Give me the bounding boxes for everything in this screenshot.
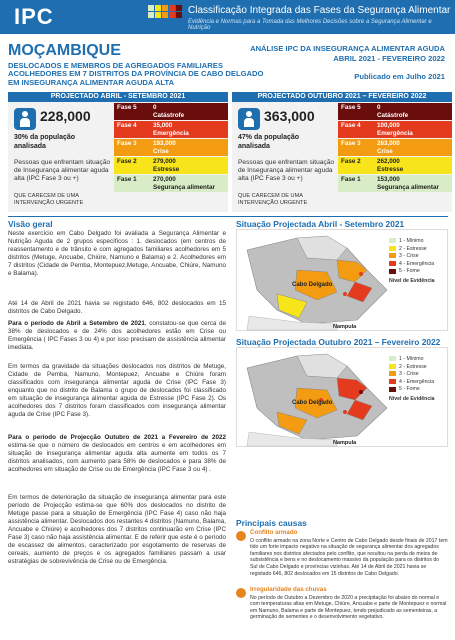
urgent-note: QUE CARECEM DE UMA INTERVENÇÃO URGENTE [14, 193, 84, 206]
overview-paragraph-4: Em termos da gravidade da situações deslocados nos distritos de Metuge, Cidade de Pemba, Namuno, Montepuez, Ancuabe e Chiúre foram classificados com insegurança alimentar aguda de Crise (IPC Fase 3) enquanto que no distrito de Balama o grupo de deslocados foi classificado em situação de insegurança alimentar aguda de Estresse (IPC Fase 2). Os acolhedores dos 7 distritos foram classificados com insegurança alimentar aguda de Crise (IPC Fase 3). [8, 363, 226, 418]
cause-conflict [250, 530, 448, 577]
analysis-title [245, 44, 445, 64]
population-pct-suffix: analisada [14, 143, 46, 150]
map-1-label-province: Cabo Delgado [292, 282, 333, 288]
map-1-label-nampula: Nampula [333, 324, 357, 330]
analysis-name: ANÁLISE IPC DA INSEGURANÇA ALIMENTAR AGUDA [250, 44, 445, 53]
phase-value: 262,000 Estresse [374, 157, 452, 174]
people-icon [14, 108, 36, 130]
ipc-logo: IPC [14, 4, 54, 29]
phase-row [114, 175, 228, 192]
phase-row [338, 157, 452, 174]
legend-item: 2 - Estresse [389, 364, 435, 372]
legend-item: 4 - Emergência [389, 261, 435, 269]
legend-item: 2 - Estresse [389, 246, 435, 254]
section-divider [8, 216, 448, 217]
overview-paragraph-5: Para o período de Projecção Outubro de 2021 a Fevereiro de 2022 estima-se que o número de deslocados em centros e em acolhedores em situação de insegurança alimentar aguda alta aumente em todos os 7 distritos analisados, com aumento para 58% de deslocados e para 38% de acolhedores em situação de Crise ou de Emergência (IPC Fase 3 ou 4) . [8, 434, 226, 473]
phase-row [338, 121, 452, 138]
phase-value: 270,000 Segurança alimentar [150, 175, 228, 192]
published-date: Publicado em Julho 2021 [354, 72, 445, 81]
banner-title: Classificação Integrada das Fases da Segurança Alimentar [188, 5, 451, 16]
overview-paragraph-1: Neste exercício em Cabo Delgado foi avaliada a Segurança Alimentar e Nutrição Aguda de 2 grupos específicos : 1. deslocados (em centros de reassentamento e de trânsito e com agregados familiares acolhedores em 5 distritos (Metuge, Ancuabe, Chiúre, Namuno e Balama) e 2. Acolhedores em 7 distritos (Cidade de Pemba, Montepuez,Metuge, Ancuabe, Chiúre, Namuno e Balama). [8, 230, 226, 277]
phase-label: Fase 2 [114, 157, 150, 174]
map-2-label-province: Cabo Delgado [292, 400, 333, 406]
cause-rain-title: Irregularidade das chuvas [250, 586, 327, 593]
map-1-title: Situação Projectada Abril - Setembro 2021 [236, 219, 405, 229]
phase-label: Fase 5 [114, 103, 150, 120]
phase-value: 0 Catástrofe [374, 103, 452, 120]
banner-subtitle: Evidência e Normas para a Tomada das Melhores Decisões sobre a Segurança Alimentar e Nutrição [188, 19, 432, 31]
population-pct: 30% da população [14, 134, 76, 141]
phase-row [338, 139, 452, 156]
phase-value: 100,000 Emergência [374, 121, 452, 138]
phase-panel-oct-feb [232, 92, 452, 212]
report-subtitle: DESLOCADOS E MEMBROS DE AGREGADOS FAMILIARES ACOLHEDORES EM 7 DISTRITOS DA PROVÍNCIA DE CABO DELGADO EM INSEGURANÇA ALIMENTAR AGUDA ALTA [8, 61, 264, 87]
rain-icon [236, 588, 246, 598]
phase-label: Fase 4 [114, 121, 150, 138]
phase-value: 263,000 Crise [374, 139, 452, 156]
map-2-legend [389, 356, 435, 404]
map-oct-feb [236, 347, 448, 447]
affected-number: 228,000 [40, 108, 91, 124]
overview-title: Visão geral [8, 219, 53, 229]
phase-row [338, 175, 452, 192]
map-2-label-nampula: Nampula [333, 440, 357, 446]
cause-conflict-text: O conflito armado na zona Norte e Centro de Cabo Delgado desde finais de 2017 tem tido um forte impacto negativo na situação de segurança alimentar dos agregados familiares nos distritos afectados pelo conflito, que resultou na perda de meios de subsistência e bens e no deslocamento massivo da população para os distritos do Sul de Cabo Delgado e províncias vizinhas. Até 14 de Abril de 2021 havia se registado 646, 802 deslocados em 15 distritos de Cabo Delgado. [250, 537, 448, 577]
legend-item: 5 - Fome [389, 268, 435, 276]
phase-panel-apr-sep [8, 92, 228, 212]
phase-value: 193,000 Crise [150, 139, 228, 156]
legend-item: 1 - Mínimo [389, 356, 435, 364]
legend-evidence: Nível de Evidência [389, 395, 435, 402]
map-apr-sep [236, 229, 448, 331]
phase-table [114, 102, 228, 193]
phase-row [114, 121, 228, 138]
cause-conflict-title: Conflito armado [250, 529, 298, 536]
phase-value: 35,000 Emergência [150, 121, 228, 138]
population-pct-suffix: analisada [238, 143, 270, 150]
people-icon [238, 108, 260, 130]
phase-label: Fase 5 [338, 103, 374, 120]
analysis-period: ABRIL 2021 - FEVEREIRO 2022 [333, 54, 445, 63]
legend-evidence: Nível de Evidência [389, 277, 435, 284]
overview-paragraph-6: Em termos de deterioração da situação de insegurança alimentar para este período de Projecção estima-se que 60% dos deslocados no distrito de Metuge passe para a situação de Emergência (IPC Fase 4) caso não haja assistência alimentar. Deslocados dos restantes 4 distritos (Namuno, Balama, Ancuabe e Chiúre) e acolhedores dos 7 distritos continuarão em Crise (IPC Fase 3) caso não haja assistência alimentar. E de referir que este é o período de escassez de alimentos, caracterizado por esgotamento de reservas de cereais, aumento de preços e os agregados familiares passam a usar estratégias de sobrevivência de Crise ou de Emergência. [8, 494, 226, 565]
cause-rain [250, 587, 448, 621]
panel-heading: PROJECTADO OUTUBRO 2021 – FEVEREIRO 2022 [232, 92, 452, 102]
phase-label: Fase 4 [338, 121, 374, 138]
phase-value: 153,000 Segurança alimentar [374, 175, 452, 192]
legend-item: 4 - Emergência [389, 379, 435, 387]
affected-description: Pessoas que enfrentam situação de Insegurança alimentar aguda alta (IPC Fase 3 ou +) [14, 159, 111, 182]
phase-value: 0 Catástrofe [150, 103, 228, 120]
cause-rain-text: No período de Outubro a Dezembro de 2020 a precipitação foi abaixo do normal e com temperaturas altas em Metuge, Chiúre, Ancuabe e parte de Montepuez e normal em Namuno, Balama e parte de Montepuez, tendo prejudicado as sementeiras, a germinação de sementes e o desenvolvimento vegetativo. [250, 594, 447, 621]
overview-paragraph-3: Para o período de Abril a Setembro de 2021, constatou-se que cerca de 38% de deslocados e de 24% dos acolhedores estão em Crise ou Emergência ( IPC Fases 3 ou 4) e por isso precisam de assistência alimentar imediata. [8, 320, 226, 351]
phase-row [114, 157, 228, 174]
population-pct: 47% da população [238, 134, 300, 141]
header-banner [0, 0, 455, 34]
phase-label: Fase 1 [338, 175, 374, 192]
conflict-icon [236, 531, 246, 541]
ipc-logo-grid-icon [148, 5, 182, 18]
phase-row [114, 139, 228, 156]
country-title: MOÇAMBIQUE [8, 42, 121, 59]
map-2-title: Situação Projectada Outubro 2021 – Fevereiro 2022 [236, 337, 441, 347]
causes-title: Principais causas [236, 518, 307, 528]
phase-value: 279,000 Estresse [150, 157, 228, 174]
phase-label: Fase 3 [338, 139, 374, 156]
legend-item: 3 - Crise [389, 371, 435, 379]
affected-number: 363,000 [264, 108, 315, 124]
legend-item: 5 - Fome [389, 386, 435, 394]
overview-paragraph-2: Até 14 de Abril de 2021 havia se registado 646, 802 deslocados em 15 distritos de Cabo Delgado. [8, 300, 226, 315]
map-1-legend [389, 238, 435, 286]
affected-description: Pessoas que enfrentam situação de Insegurança alimentar aguda alta (IPC Fase 3 ou +) [238, 159, 335, 182]
phase-row [338, 103, 452, 120]
panel-heading: PROJECTADO ABRIL - SETEMBRO 2021 [8, 92, 228, 102]
legend-item: 3 - Crise [389, 253, 435, 261]
phase-label: Fase 3 [114, 139, 150, 156]
phase-table [338, 102, 452, 193]
phase-row [114, 103, 228, 120]
legend-item: 1 - Mínimo [389, 238, 435, 246]
phase-label: Fase 2 [338, 157, 374, 174]
urgent-note: QUE CARECEM DE UMA INTERVENÇÃO URGENTE [238, 193, 308, 206]
phase-label: Fase 1 [114, 175, 150, 192]
